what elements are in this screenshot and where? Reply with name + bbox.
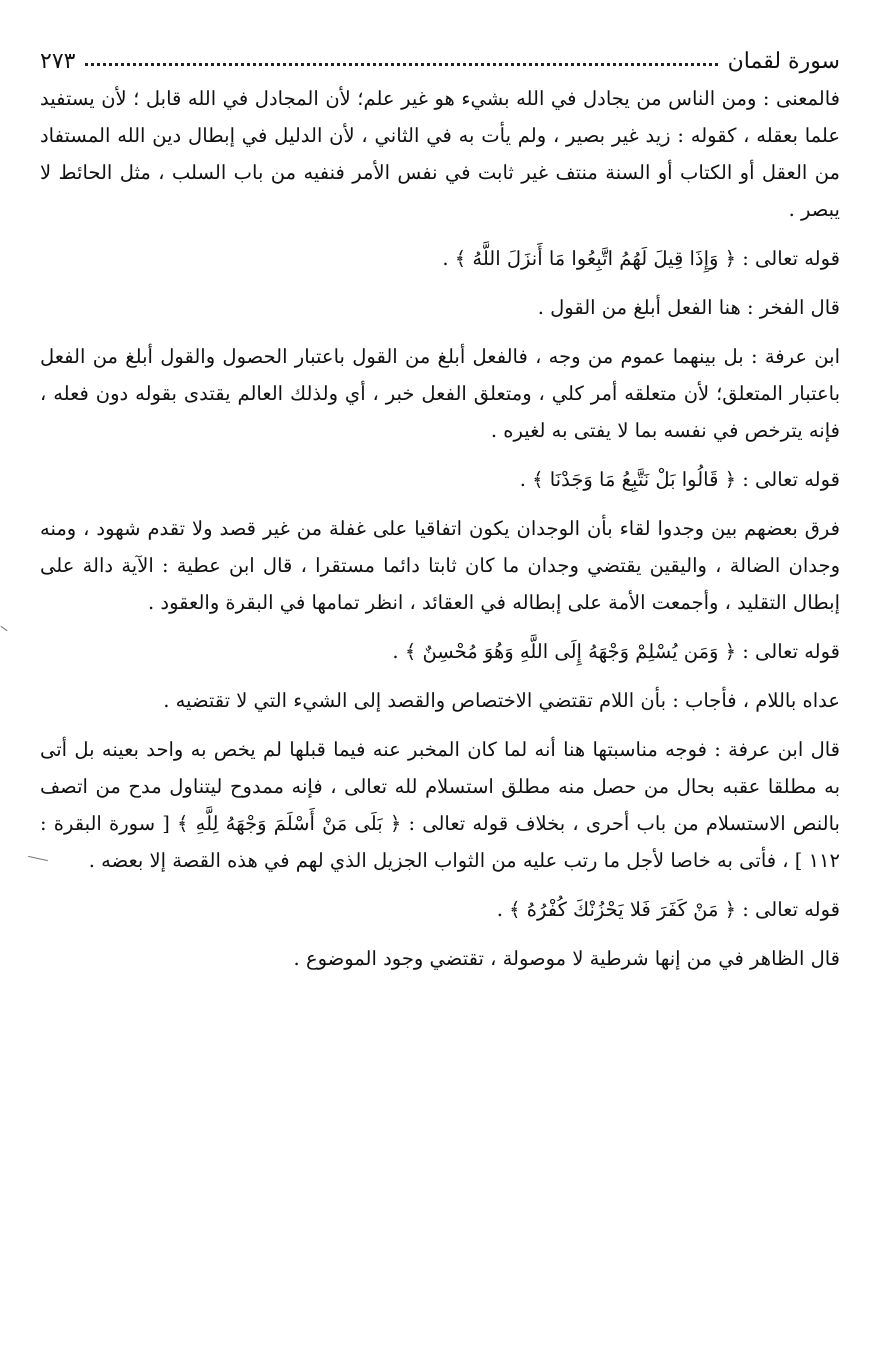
paragraph-lam: عداه باللام ، فأجاب : بأن اللام تقتضي الاختصاص والقصد إلى الشيء التي لا تقتضيه .: [163, 689, 840, 712]
verse-heading-2: قوله تعالى : ﴿ قَالُوا بَلْ نَتَّبِعُ مَا وَجَدْنَا ﴾ .: [519, 468, 840, 491]
paragraph-fakhr: قال الفخر : هنا الفعل أبلغ من القول .: [537, 296, 840, 319]
paragraph-wijdan: فرق بعضهم بين وجدوا لقاء بأن الوجدان يكون اتفاقيا على غفلة من غير قصد ولا تقدم شهود ، ومنه وجدان الضالة ، واليقين يقتضي وجدان ما كان ثابتا دائما مستقرا ، قال ابن عطية : الآية دالة على إبطال التقليد ، وأجمعت الأمة على إبطاله في العقائد ، انظر تمامها في البقرة والعقود .: [40, 517, 840, 614]
margin-scan-mark: [0, 626, 7, 631]
page-header: [40, 40, 840, 74]
paragraph-ibn-arafa-1: ابن عرفة : بل بينهما عموم من وجه ، فالفعل أبلغ من القول باعتبار الحصول والقول أبلغ من الفعل باعتبار المتعلق؛ لأن متعلقه أمر كلي ، ومتعلق الفعل خبر ، أي ولذلك العالم يقتدى بقوله دون فعله ، فإنه يترخص في نفسه بما لا يفتى به لغيره .: [40, 345, 840, 442]
verse-heading-4: قوله تعالى : ﴿ مَنْ كَفَرَ فَلا يَحْزُنْكَ كُفْرُهُ ﴾ .: [496, 898, 840, 921]
paragraph-ibn-arafa-2: قال ابن عرفة : فوجه مناسبتها هنا أنه لما كان المخبر عنه فيما قبلها لم يخص به واحد بعينه بل أتى به مطلقا عقبه بحال من حصل منه مطلق استسلام لله تعالى ، فإنه ممدوح ليتناول مدح من اتصف بالنص الاستسلام من باب أحرى ، بخلاف قوله تعالى : ﴿ بَلَى مَنْ أَسْلَمَ وَجْهَهُ لِلَّهِ ﴾ [ سورة البقرة : ١١٢ ] ، فأتى به خاصا لأجل ما رتب عليه من الثواب الجزيل الذي لهم في هذه القصة إلا بعضه .: [40, 738, 840, 872]
book-page: [40, 40, 840, 977]
paragraph-meaning: فالمعنى : ومن الناس من يجادل في الله بشيء هو غير علم؛ لأن المجادل في الله قابل ؛ لأن يستفيد علما بعقله ، كقوله : زيد غير بصير ، ولم يأت به في الثاني ، لأن الدليل في إبطال دين الله المستفاد من العقل أو الكتاب أو السنة منتف غير ثابت في نفس الأمر فنفيه من باب السلب ، مثل الحائط لا يبصر .: [40, 87, 840, 221]
surah-title: سورة لقمان: [727, 49, 840, 74]
verse-heading-1: قوله تعالى : ﴿ وَإِذَا قِيلَ لَهُمُ اتَّبِعُوا مَا أَنزَلَ اللَّهُ ﴾ .: [442, 247, 840, 270]
verse-heading-3: قوله تعالى : ﴿ وَمَن يُسْلِمْ وَجْهَهُ إِلَى اللَّهِ وَهُوَ مُحْسِنٌ ﴾ .: [392, 640, 840, 663]
paragraph-zahir: قال الظاهر في من إنها شرطية لا موصولة ، تقتضي وجود الموضوع .: [293, 947, 840, 970]
header-dotted-rule: [85, 63, 717, 66]
page-number: ٢٧٣: [40, 49, 76, 74]
